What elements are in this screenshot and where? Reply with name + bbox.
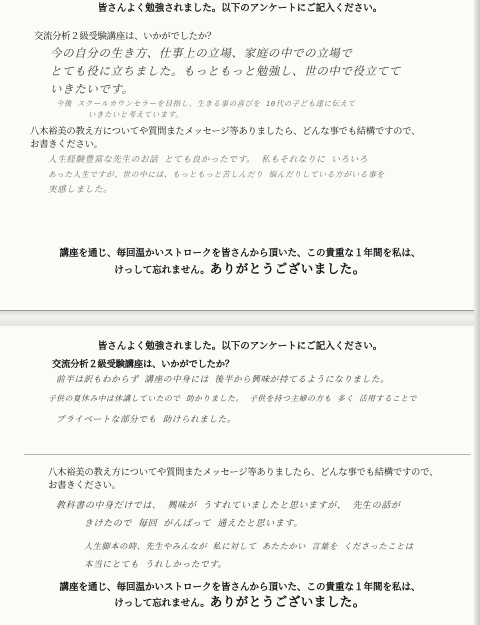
page-separator (0, 310, 480, 326)
closing-prefix: けっして忘れません。 (114, 265, 210, 276)
question-message-line1: 八木裕美の教え方についてや質問またメッセージ等ありましたら、どんな事でも結構ですので、 (48, 467, 439, 478)
answer-line: 子供の夏休み中は休講していたので 助かりました。 子供を持つ主婦の方も 多く 活用することで (48, 394, 417, 403)
answer-line: 教科書の中身だけでは、 興味が うすれていましたと思いますが、 先生の話が (56, 501, 401, 511)
survey-sheet-2 (0, 326, 480, 625)
closing-line2 (0, 259, 480, 277)
question-message-line1: 八木裕美の教え方についてや質問またメッセージ等ありましたら、どんな事でも結構ですので、 (30, 126, 421, 137)
answer-line: 人生脚本の時、先生やみんなが 私に対して あたたかい 言葉を くださったことは (84, 541, 414, 551)
answer-line: プライベートな部分でも 助けられました。 (56, 415, 237, 425)
sheet-header: 皆さんよく勉強されました。以下のアンケートにご記入ください。 (97, 341, 383, 352)
closing-line1: 講座を通じ、毎回温かいストロークを皆さんから頂いた、この貴重な１年間を私は、 (59, 248, 421, 259)
answer-line: きけたので 毎回 がんばって 通えたと思います。 (84, 519, 303, 529)
closing-prefix: けっして忘れません。 (114, 598, 210, 609)
answer-line: とても役に立ちました。もっともっと勉強し、世の中で役立てて (50, 64, 401, 78)
question-course-impression: 交流分析２級受験講座は、いかがでしたか？ (52, 359, 234, 370)
sheet-header: 皆さんよく勉強されました。以下のアンケートにご記入ください。 (97, 3, 383, 14)
answer-line: 人生経験豊富な先生のお話 とても良かったです。 私もそれなりに いろいろ (48, 155, 369, 165)
closing-thanks: ありがとうございました。 (209, 261, 366, 276)
divider (24, 454, 470, 455)
page-edge (0, 310, 480, 311)
closing-line1: 講座を通じ、毎回温かいストロークを皆さんから頂いた、この貴重な１年間を私は、 (59, 582, 421, 593)
survey-sheet-1 (0, 0, 480, 310)
question-course-impression: 交流分析２級受験講座は、いかがでしたか？ (34, 31, 216, 42)
closing-thanks: ありがとうございました。 (209, 594, 366, 609)
scan-edge-shadow (474, 0, 480, 625)
answer-line: 実感しました。 (48, 185, 113, 195)
answer-line: いきたいです。 (50, 82, 134, 96)
answer-line: 本当にとても うれしかったです。 (84, 560, 227, 570)
answer-line: いきたいと考えています。 (88, 110, 184, 119)
answer-line: あった人生ですが、世の中には、もっともっと苦しんだり 悩んだりしている方がいる事を (48, 170, 385, 179)
question-message-line2: お書きください。 (48, 480, 121, 491)
answer-line: 前半は訳もわからず 講座の中身には 後半から興味が持てるようになりました。 (56, 375, 390, 385)
answer-line: 今の自分の生き方、仕事上の立場、家庭の中での立場で (50, 46, 353, 60)
answer-line: 今後 スクールカウンセラーを目指し、生きる事の喜びを 10代の子ども達に伝えて (56, 99, 356, 108)
closing-line2 (0, 592, 480, 610)
question-message-line2: お書きください。 (30, 139, 103, 150)
